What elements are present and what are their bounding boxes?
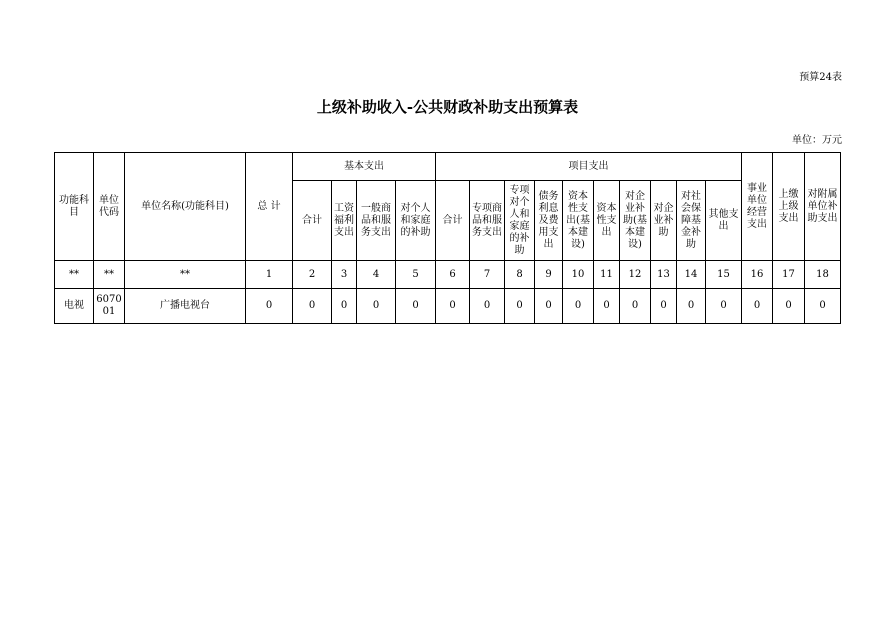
row-value: 0 [620, 289, 651, 324]
index-cell: 7 [470, 261, 505, 289]
row-value: 0 [396, 289, 436, 324]
index-cell: ** [94, 261, 125, 289]
index-cell: 2 [293, 261, 332, 289]
row-value: 0 [563, 289, 594, 324]
header-basic-col: 一般商品和服务支出 [357, 181, 396, 261]
row-unit-name: 广播电视台 [125, 289, 246, 324]
index-cell: 18 [805, 261, 841, 289]
header-business-expense: 事业单位经营支出 [742, 153, 773, 261]
header-project-col: 资本性支出 [594, 181, 620, 261]
row-value: 0 [706, 289, 742, 324]
header-subsidiary-subsidy: 对附属单位补助支出 [805, 153, 841, 261]
index-cell: 11 [594, 261, 620, 289]
index-cell: 3 [332, 261, 357, 289]
row-value: 0 [332, 289, 357, 324]
header-unit-code: 单位代码 [94, 153, 125, 261]
header-project-col: 对企业补助 [651, 181, 677, 261]
header-basic-col: 合计 [293, 181, 332, 261]
header-project-col: 对企业补助(基本建设) [620, 181, 651, 261]
index-cell: 16 [742, 261, 773, 289]
row-value: 0 [677, 289, 706, 324]
row-func-subject: 电视 [55, 289, 94, 324]
header-basic-group: 基本支出 [293, 153, 436, 181]
header-basic-col: 工资福利支出 [332, 181, 357, 261]
header-total: 总 计 [246, 153, 293, 261]
index-cell: 15 [706, 261, 742, 289]
row-unit-code: 607001 [94, 289, 125, 324]
row-value: 0 [805, 289, 841, 324]
row-value: 0 [594, 289, 620, 324]
form-number: 预算24表 [799, 72, 842, 83]
row-value: 0 [436, 289, 470, 324]
row-value: 0 [470, 289, 505, 324]
index-cell: 1 [246, 261, 293, 289]
row-value: 0 [505, 289, 535, 324]
index-cell: 4 [357, 261, 396, 289]
header-project-col: 资本性支出(基本建设) [563, 181, 594, 261]
header-project-col: 对社会保障基金补助 [677, 181, 706, 261]
index-cell: ** [125, 261, 246, 289]
row-value: 0 [651, 289, 677, 324]
index-row [55, 261, 841, 289]
table-row [55, 289, 841, 324]
index-cell: ** [55, 261, 94, 289]
index-cell: 14 [677, 261, 706, 289]
header-unit-name: 单位名称(功能科目) [125, 153, 246, 261]
header-project-group: 项目支出 [436, 153, 742, 181]
header-func-subject: 功能科目 [55, 153, 94, 261]
index-cell: 9 [535, 261, 563, 289]
header-project-col: 合计 [436, 181, 470, 261]
row-value: 0 [246, 289, 293, 324]
index-cell: 12 [620, 261, 651, 289]
index-cell: 10 [563, 261, 594, 289]
header-project-col: 专项对个人和家庭的补助 [505, 181, 535, 261]
index-cell: 17 [773, 261, 805, 289]
page-title: 上级补助收入-公共财政补助支出预算表 [316, 98, 579, 116]
index-cell: 5 [396, 261, 436, 289]
header-basic-col: 对个人和家庭的补助 [396, 181, 436, 261]
index-cell: 6 [436, 261, 470, 289]
unit-label: 单位：万元 [792, 135, 842, 146]
header-upper-payment: 上缴上级支出 [773, 153, 805, 261]
index-cell: 8 [505, 261, 535, 289]
row-value: 0 [357, 289, 396, 324]
header-project-col: 其他支出 [706, 181, 742, 261]
header-project-col: 债务利息及费用支出 [535, 181, 563, 261]
row-value: 0 [742, 289, 773, 324]
header-project-col: 专项商品和服务支出 [470, 181, 505, 261]
row-value: 0 [293, 289, 332, 324]
row-value: 0 [773, 289, 805, 324]
row-value: 0 [535, 289, 563, 324]
index-cell: 13 [651, 261, 677, 289]
budget-table [54, 152, 841, 324]
